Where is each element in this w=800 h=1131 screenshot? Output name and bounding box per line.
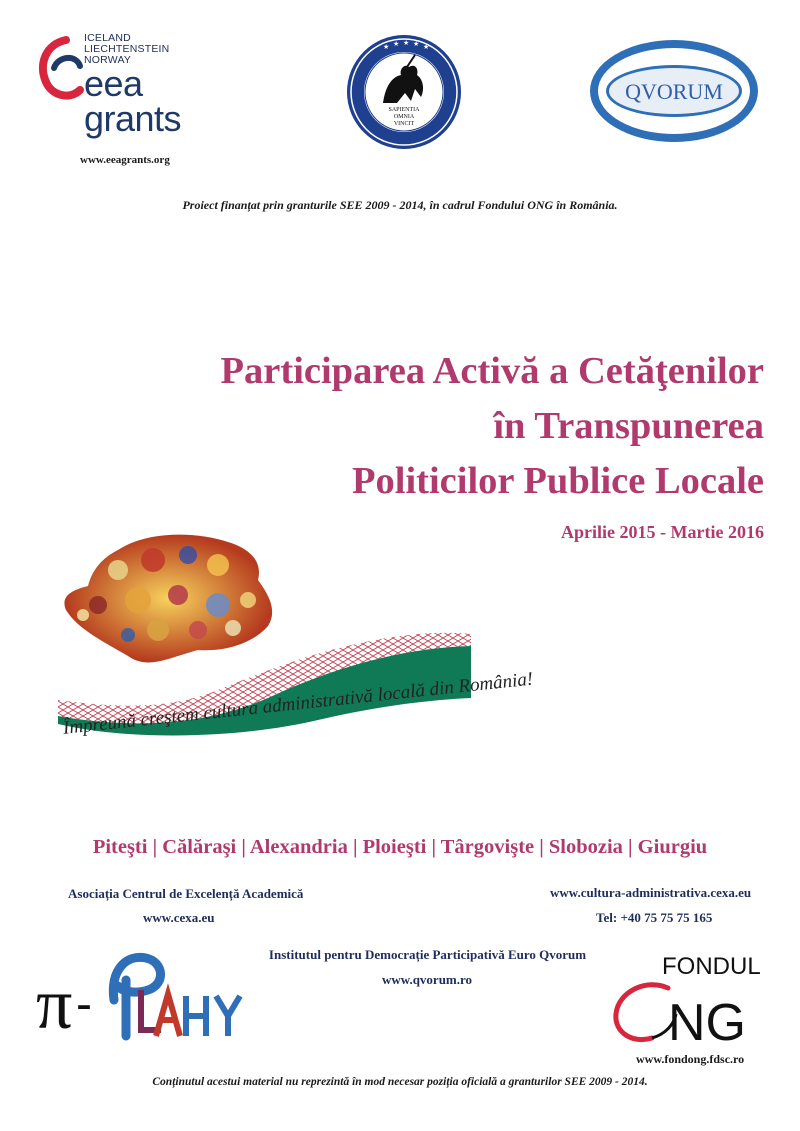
fondul-word: FONDUL bbox=[662, 953, 761, 980]
seal-motto-3: VINCIT bbox=[393, 121, 415, 127]
phone-number: Tel: +40 75 75 75 165 bbox=[596, 910, 713, 925]
slogan: Împreună creştem cultura administrativă locală din România! bbox=[62, 668, 535, 739]
cexa-url-link[interactable]: www.cexa.eu bbox=[143, 910, 215, 925]
seal-motto-1: SAPIENTIA bbox=[388, 107, 420, 113]
funding-note: Proiect finanțat prin granturile SEE 2009 - 2014, în cadrul Fondului ONG în România. bbox=[182, 198, 618, 212]
country-liechtenstein: LIECHTENSTEIN bbox=[84, 43, 170, 55]
grants-wordmark: grants bbox=[84, 98, 182, 139]
fondul-ong-logo bbox=[606, 948, 766, 1048]
pi-symbol: π bbox=[36, 964, 73, 1042]
eea-countries bbox=[84, 33, 169, 66]
svg-text:★: ★ bbox=[403, 39, 410, 47]
pi-play-logo bbox=[36, 950, 251, 1042]
pi-dash: - bbox=[76, 978, 92, 1031]
qvorum-name: QVORUM bbox=[625, 79, 723, 104]
qvorum-logo bbox=[588, 38, 760, 144]
svg-text:★: ★ bbox=[423, 43, 430, 51]
org-cexa-name: Asociația Centrul de Excelență Academică bbox=[68, 886, 304, 901]
disclaimer: Conținutul acestui material nu reprezintă în mod necesar poziția oficială a granturilor SEE 2009 - 2014. bbox=[152, 1076, 648, 1088]
svg-text:★: ★ bbox=[413, 40, 420, 48]
cities-list: Piteşti | Călăraşi | Alexandria | Ploieşti | Târgovişte | Slobozia | Giurgiu bbox=[92, 836, 708, 858]
title-line-2: în Transpunerea bbox=[493, 405, 764, 447]
country-norway: NORWAY bbox=[84, 54, 132, 66]
country-iceland: ICELAND bbox=[84, 32, 131, 44]
title-line-3: Politicilor Publice Locale bbox=[351, 460, 764, 502]
svg-text:★: ★ bbox=[383, 43, 390, 51]
fondong-url-link[interactable]: www.fondong.fdsc.ro bbox=[636, 1052, 745, 1066]
ng-word: NG bbox=[668, 994, 746, 1048]
org-qvorum-name: Institutul pentru Democrație Participativă Euro Qvorum bbox=[268, 947, 587, 962]
seal-motto-2: OMNIA bbox=[393, 114, 415, 120]
document-title bbox=[221, 344, 764, 509]
cultura-administrativa-url-link[interactable]: www.cultura-administrativa.cexa.eu bbox=[550, 885, 752, 900]
cexa-seal-logo bbox=[345, 33, 463, 151]
eea-url-link[interactable]: www.eeagrants.org bbox=[80, 154, 170, 166]
title-line-1: Participarea Activă a Cetăţenilor bbox=[220, 350, 764, 392]
project-period: Aprilie 2015 - Martie 2016 bbox=[561, 522, 764, 542]
qvorum-url-link[interactable]: www.qvorum.ro bbox=[382, 972, 473, 987]
svg-text:★: ★ bbox=[393, 40, 400, 48]
eea-wordmark: eea bbox=[84, 63, 143, 104]
